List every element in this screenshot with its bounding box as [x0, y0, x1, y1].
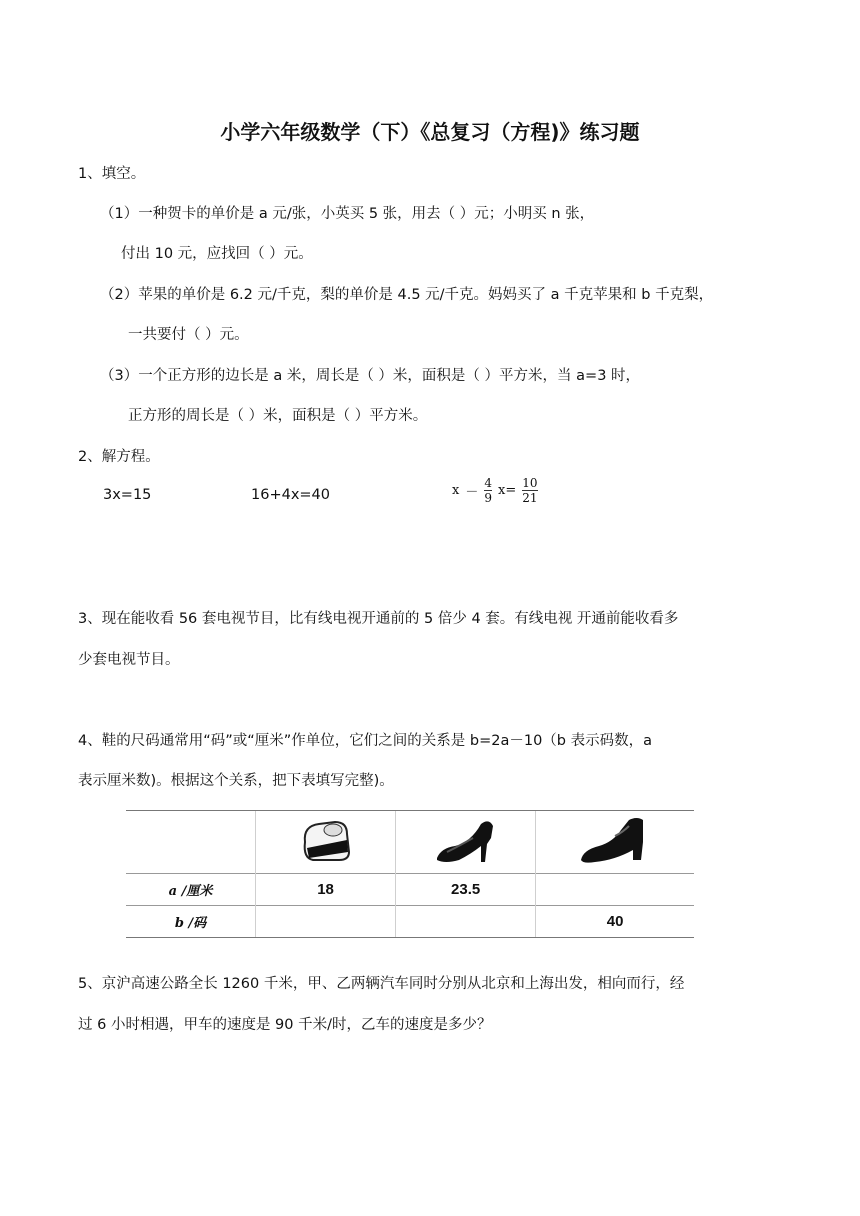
- table-cell: [126, 811, 256, 874]
- a-value-cell: 18: [256, 874, 396, 906]
- table-row: [126, 811, 694, 874]
- q5-line2: 过 6 小时相遇，甲车的速度是 90 千米/时，乙车的速度是多少？: [78, 1017, 492, 1033]
- q1-part3-line1: （3）一个正方形的边长是 a 米，周长是（ ）米，面积是（ ）平方米，当 a=3 时，: [100, 368, 641, 384]
- fraction-denominator: 21: [522, 491, 538, 505]
- q3-line2: 少套电视节目。: [78, 652, 180, 668]
- fraction-numerator: 4: [484, 476, 492, 490]
- page-title: 小学六年级数学（下）《总复习（方程)》练习题: [220, 120, 640, 144]
- b-value-cell: [396, 906, 536, 938]
- table-cell: [256, 811, 396, 874]
- q1-part2-line2: 一共要付（ ）元。: [128, 327, 249, 343]
- b-value-cell: [256, 906, 396, 938]
- q3-line1: 3、现在能收看 56 套电视节目，比有线电视开通前的 5 倍少 4 套。有线电视 开通前能收看多: [78, 611, 679, 627]
- q1-part2-line1: （2）苹果的单价是 6.2 元/千克，梨的单价是 4.5 元/千克。妈妈买了 a 千克苹果和 b 千克梨，: [100, 287, 714, 303]
- fraction-denominator: 9: [484, 491, 492, 505]
- q1-part3-line2: 正方形的周长是（ ）米，面积是（ ）平方米。: [128, 408, 428, 424]
- equation-1: 3x=15: [103, 487, 152, 503]
- table-cell: [536, 811, 694, 874]
- table-row: [126, 906, 694, 938]
- equation-2: 16+4x=40: [251, 487, 331, 503]
- table-row: [126, 874, 694, 906]
- a-value-cell: [536, 874, 694, 906]
- q4-line2: 表示厘米数)。根据这个关系，把下表填写完整)。: [78, 773, 394, 789]
- equation-3: [452, 476, 538, 505]
- q4-line1: 4、鞋的尺码通常用“码”或“厘米”作单位，它们之间的关系是 b=2a－10（b 表示码数，a: [78, 733, 652, 749]
- row-label-a: a /厘米: [126, 874, 256, 906]
- b-value-cell: 40: [536, 906, 694, 938]
- fraction-4-9: [484, 476, 492, 505]
- q1-part1-line2: 付出 10 元，应找回（ ）元。: [121, 246, 313, 262]
- fraction-10-21: [522, 476, 537, 505]
- q1-heading: 1、填空。: [78, 166, 146, 182]
- child-shoe-icon: [291, 812, 361, 868]
- eq3-x-equals: x=: [498, 483, 517, 498]
- q5-line1: 5、京沪高速公路全长 1260 千米，甲、乙两辆汽车同时分别从北京和上海出发，相向而行，经: [78, 976, 685, 992]
- q2-heading: 2、解方程。: [78, 449, 160, 465]
- shoe-size-table: [126, 810, 694, 938]
- table-cell: [396, 811, 536, 874]
- row-label-b: b /码: [126, 906, 256, 938]
- eq3-x: x: [452, 483, 460, 498]
- high-heel-icon: [431, 812, 501, 868]
- q1-part1-line1: （1）一种贺卡的单价是 a 元/张，小英买 5 张，用去（ ）元；小明买 n 张，: [100, 206, 595, 222]
- eq3-minus: －: [465, 485, 479, 500]
- a-value-cell: 23.5: [396, 874, 536, 906]
- fraction-numerator: 10: [522, 476, 538, 490]
- leather-shoe-icon: [575, 812, 655, 868]
